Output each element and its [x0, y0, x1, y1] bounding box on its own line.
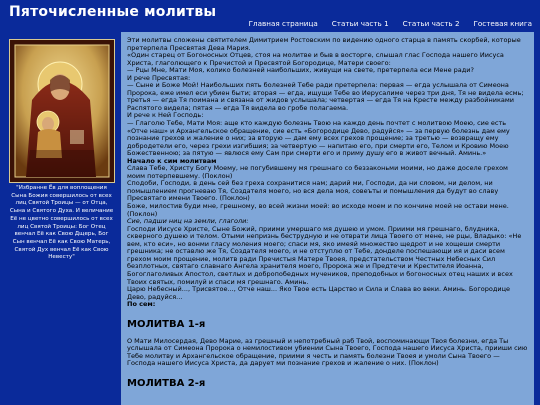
kneel-instruction: Сие, падши ниц на земли, глаголи: [127, 217, 249, 226]
top-header [0, 0, 540, 32]
sidebar [0, 32, 120, 405]
section-title-1: МОЛИТВА 1-я [127, 318, 206, 330]
nav-link-articles-1[interactable]: Статьи часть 1 [331, 19, 389, 28]
start-paragraph: Сподоби, Господи, в день сей без греха сохранитися нам; дарий ми, Господи, да ни словом, ни делом, ни помышлением прогневаю Тя, Создателя моего, но вся дела моя, совеъты и помышления да будут во славу Пресвятаго имени Твоего. (Поклон) [127, 179, 499, 203]
nav-link-guestbook[interactable]: Гостевая книга [473, 19, 532, 28]
section-title-2: МОЛИТВА 2-я [127, 377, 206, 389]
site-title: Пяточисленные молитвы [9, 4, 217, 20]
intro-line: — Рцы Мне, Мати Моя, колико болезней наибольших, живущи на свете, претерпела еси Мене ради? [127, 66, 474, 75]
intro-line: «Один старец от Богоносных Отцев, стоя на молитве и быв в восторге, слышал глас Господа нашего Иисуса Христа, глаголющего к Пречистой и Пресвятой Богородице, Матери своего: [127, 51, 504, 67]
intro-line: — Сыне и Боже Мой! Наибольших пять болезней Тебе ради претерпела: первая — егда услышала от Симеона Пророка, еже имел еси убиен быти; вторая — егда, ищущи Тебе во Иерусалиме через три дня, Тя не видела есмь; третья — егда Тя поимана и связана от жидов услышала; четвертая — егда Тя на Кресте между разбойниками Распятого видела; пятая — егда Тя видела во гробе полагаема. [127, 81, 524, 112]
glory-paragraph: Царю Небесный..., Трисвятое..., Отче наш... Яко Твое есть Царство и Сила и Слава во веки. Аминь. Богородице Дево, радуйся... [127, 285, 511, 301]
start-heading: Начало к сим молитвам [127, 156, 217, 165]
intro-line: — Глаголю Тебе, Мати Моя: аще кто каждую болезнь Твою на каждо день почтет с молитвою Моею, сие есть «Отче наш» и Архангельское обращение, сие есть «Богородице Дево, радуйся» — за первую болезнь дам ему познание грехов и жаление о них; за вторую — дам ему всех грехов прощение; за третью — возвращу ему добродетели его, через грехи изгибшия; за четвертую — напитаю его, при смерти его, Телом и Кровию Моею Божественною; за пятую — явлюся ему Сам при смерти его и приму душу его в живот вечный. Аминь.» [127, 119, 510, 158]
nav-link-home[interactable]: Главная страница [248, 19, 318, 28]
main-content[interactable] [121, 32, 534, 405]
start-paragraph: Боже, милостив буди мне, грешному, во всей жизни моей: во исходе моем и по кончине моей не остави мене. (Поклон) [127, 202, 509, 218]
section-text-1: О Мати Милосердая, Дево Марие, аз грешный и непотребный раб Твой, воспоминающи Твоя болезни, егда Ты услышала от Симеона Пророка о немилостивом убиении Сына Твоего, Господа нашего Иисуса Христа, прииши сию Тебе молитву и Архангельское обращение, приими я честь и память болезни Твоея и умоли Сына Твоего — Господа нашего Иисуса Христа, да дарует ми познание грехов и жаление о них. (Поклон) [127, 336, 528, 368]
icon-caption: "Избранне Ёв для воплощения Сына Божия совершилось от всех лиц Святой Троицы — от Отца, Сына и Святого Духа. И величание Её не цветно совершилось от всех лиц Святой Троицы: Бог Отец венчал Её как Свою Дщерь, Бог Сын венчал Её как Свою Матерь, Святой Дух венчал Её как Свою Невесту" [9, 185, 114, 261]
theotokos-icon [9, 39, 115, 183]
intro-line: И рече Пресвятая: [127, 73, 191, 82]
kneel-prayer: Господи Иисусе Христе, Сыне Божий, приими умершаго мя душею и умом. Приими мя грешнаго, блудника, скверного душею и телом. Отыми непризнь беструдную и не отврати лица Твоего от мене, не рцы, Владыко: «Не вем, кто еси», но вонми гласу моления моего; спаси мя, яко имеяй множество щедрот и не хощеши смерти грешника; не оставлю же Тя, Создателя моего, и не отступлю от Тебе, донделе поспешающи ия и даси всем грехом моим прощение, молитв ради Пречистыя Матере Твоея, предстательством Честных Небесных Сил безплотных, святаго славнаго Ангела хранителя моего, Пророка же и Предтечи и Крестителя Иоанна, Богоглаголивых Апостол, светлых и добропобедных мучеников, преподобных и богоносных отец наших и всех Твоих святых, помилуй и спаси мя грешнаго. Аминь. [127, 224, 522, 286]
after-label: По сем: [127, 300, 156, 309]
start-paragraph: Слава Тебе, Христу Богу Моему, не погубившему мя грешнаго со беззаконьми моими, но даже доселе грехом моим потерпевшему. (Поклон) [127, 164, 508, 180]
intro-line: Эти молитвы сложены святителем Димитрием Ростовским по видению одного старца в память скорбей, которые претерпела Пресвятая Дева Мария. [127, 36, 521, 52]
nav-link-articles-2[interactable]: Статьи часть 2 [402, 19, 460, 28]
main-nav [235, 19, 532, 28]
intro-line: И рече к Ней Господь: [127, 111, 204, 120]
